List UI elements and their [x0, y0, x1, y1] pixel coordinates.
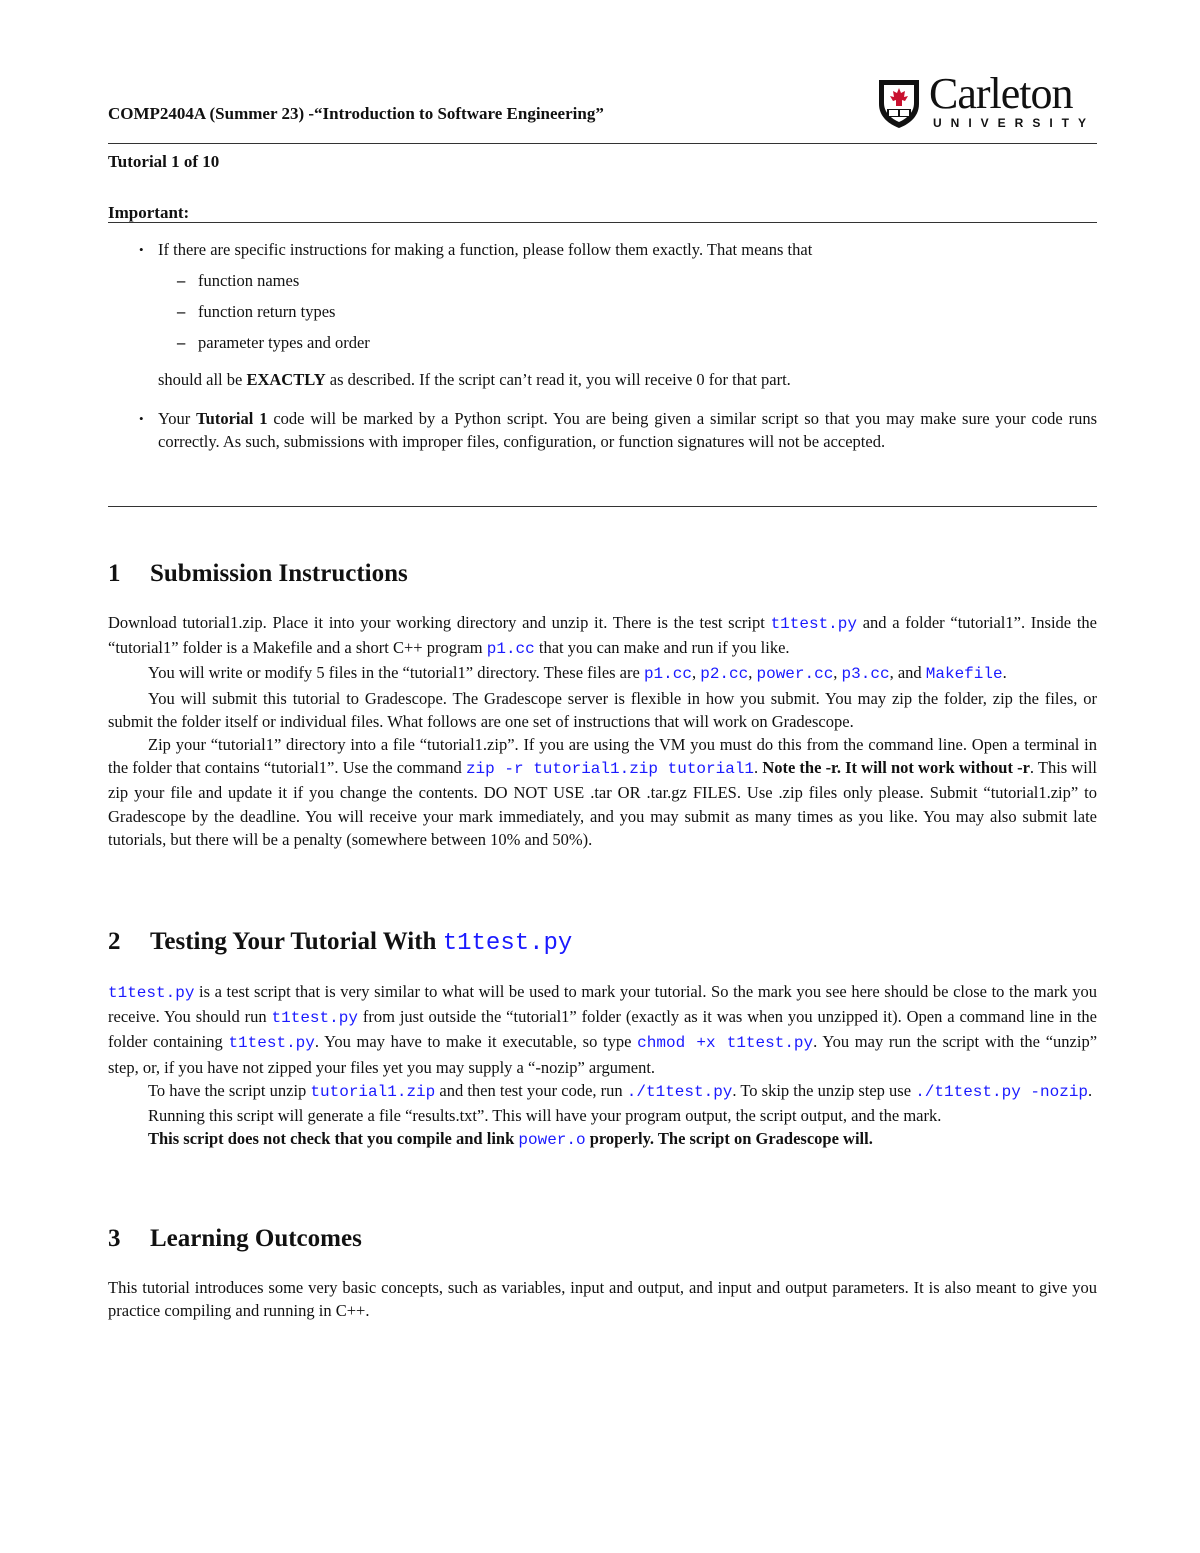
section-3-body — [108, 1276, 1097, 1322]
carleton-logo — [877, 69, 1096, 134]
section-2-body — [108, 980, 1097, 1152]
bullet-icon: • — [139, 411, 144, 426]
dash-icon: – — [177, 271, 186, 290]
important-box — [108, 238, 1097, 453]
important-rule-top — [108, 222, 1097, 223]
list-item: – function return types — [177, 302, 336, 321]
requirement-note: should all be EXACTLY as described. If the script can’t read it, you will receive 0 for that part. — [158, 370, 791, 389]
document-header — [108, 69, 1097, 146]
list-item: – function names — [177, 271, 300, 290]
paragraph: Zip your “tutorial1” directory into a file “tutorial1.zip”. If you are using the VM you must do this from the command line. Open a terminal in the folder that contains “tutorial1”. Use the command zip -r tutorial1.zip tutorial1. Note the -r. It will not work without -r. This will zip your file and update it if you change the contents. DO NOT USE .tar OR .tar.gz FILES. Use .zip files only please. Submit “tutorial1.zip” to Gradescope by the deadline. You will receive your mark immediately, and you may submit as many times as you like. You may also submit late tutorials, but there will be a penalty (somewhere between 10% and 50%). — [108, 735, 1098, 849]
paragraph: Running this script will generate a file “results.txt”. This will have your program output, the script output, and the mark. — [148, 1106, 942, 1126]
section-1-heading: 1 Submission Instructions — [108, 560, 408, 587]
paragraph: You will submit this tutorial to Gradescope. The Gradescope server is flexible in how you submit. You may zip the folder, zip the files, or submit the folder itself or individual files. What follows are one set of instructions that will work on Gradescope. — [108, 688, 1097, 731]
tutorial-label: Tutorial 1 of 10 — [108, 152, 220, 171]
dash-icon: – — [177, 302, 186, 321]
paragraph: t1test.py is a test script that is very similar to what will be used to mark your tutorial. So the mark you see here should be close to the mark you receive. You should run t1test.py from just outside the “tutorial1” folder (exactly as it was when you unzipped it). Open a command line in the folder containing t1test.py. You may have to make it executable, so type chmod +x t1test.py. You may run the script with the “unzip” step, or, if you have not zipped your files yet you may supply a “-nozip” argument. — [108, 982, 1098, 1077]
important-rule-bottom — [108, 506, 1097, 507]
list-item: – parameter types and order — [177, 333, 370, 352]
logo-wordmark: Carleton — [929, 69, 1073, 118]
important-label: Important: — [108, 203, 190, 222]
paragraph: This tutorial introduces some very basic concepts, such as variables, input and output, and input and output parameters. It is also meant to give you practice compiling and running in C++. — [108, 1278, 1097, 1321]
shield-icon — [877, 78, 921, 130]
requirement-list — [108, 269, 1097, 354]
paragraph: To have the script unzip tutorial1.zip and then test your code, run ./t1test.py. To skip the unzip step use ./t1test.py -nozip. — [148, 1080, 1093, 1101]
dash-icon: – — [177, 333, 186, 352]
logo-university: UNIVERSITY — [933, 116, 1096, 130]
bullet-1-text: If there are specific instructions for making a function, please follow them exactly. That means that — [158, 240, 813, 259]
important-bullet-2: • Your Tutorial 1 code will be marked by a Python script. You are being given a similar script so that you may make sure your code runs correctly. As such, submissions with improper files, configuration, or function signatures will not be accepted. — [139, 409, 1098, 451]
paragraph: This script does not check that you compile and link power.o properly. The script on Gradescope will. — [148, 1129, 873, 1150]
section-2-heading: 2 Testing Your Tutorial With t1test.py — [108, 928, 573, 957]
paragraph: You will write or modify 5 files in the “tutorial1” directory. These files are p1.cc, p2.cc, power.cc, p3.cc, and Makefile. — [148, 663, 1007, 684]
bullet-icon: • — [139, 242, 144, 257]
course-title: COMP2404A (Summer 23) -“Introduction to Software Engineering” — [108, 104, 604, 123]
header-rule — [108, 143, 1097, 144]
section-1-body — [108, 611, 1097, 851]
paragraph: Download tutorial1.zip. Place it into your working directory and unzip it. There is the test script t1test.py and a folder “tutorial1”. Inside the “tutorial1” folder is a Makefile and a short C++ program p1.cc that you can make and run if you like. — [108, 613, 1097, 659]
section-3-heading: 3 Learning Outcomes — [108, 1225, 362, 1252]
important-bullet-1 — [108, 238, 1097, 261]
